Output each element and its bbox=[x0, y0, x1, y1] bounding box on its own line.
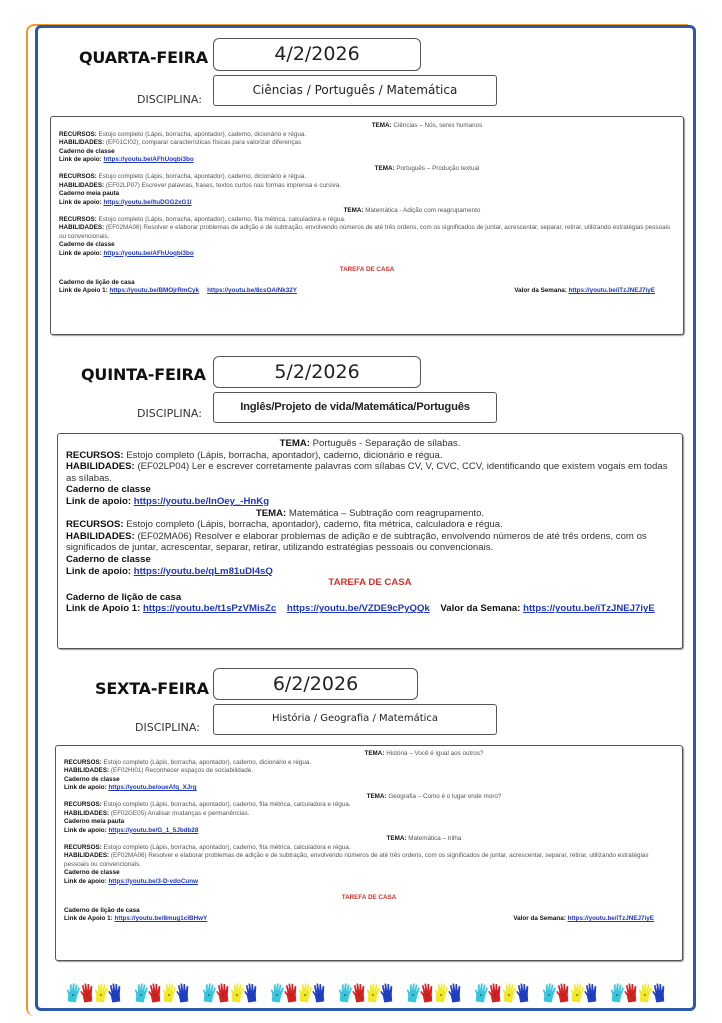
lesson-block bbox=[64, 835, 674, 886]
tarefa-link-1[interactable]: https://youtu.be/BMOjrRmCyk bbox=[109, 287, 200, 294]
tema-text: Ciências – Nós, seres humanos bbox=[393, 122, 483, 129]
tema-text: Geografia – Como é o lugar onde moro? bbox=[388, 792, 502, 800]
hand-group bbox=[202, 983, 258, 1005]
valor-link[interactable]: https://youtu.be/iTzJNEJ7iyE bbox=[523, 603, 655, 615]
recursos-text: Estojo completo (Lápis, borracha, apontador), caderno, dicionário e régua. bbox=[103, 758, 312, 766]
hand-icon bbox=[312, 983, 326, 1003]
hand-icon bbox=[338, 983, 352, 1003]
habilidades-text: (EF02MA06) Resolver e elaborar problemas de adição e de subtração, envolvendo números de até três ordens, com os significados de juntar, acrescentar, separar, retirar, utilizando estratégias pessoais ou convencionais. bbox=[64, 852, 649, 868]
recursos-label: RECURSOS: bbox=[59, 215, 97, 223]
tema-text: História – Você é igual aos outros? bbox=[386, 750, 484, 757]
recursos-text: Estojo completo (Lápis, borracha, apontador), caderno, dicionário e régua. bbox=[98, 173, 307, 180]
lesson-block bbox=[64, 750, 674, 793]
hand-icon bbox=[80, 983, 94, 1003]
date-box-sexta: 6/2/2026 bbox=[213, 668, 418, 700]
tarefa-link-label: Link de Apoio 1: bbox=[66, 603, 141, 615]
hand-group bbox=[66, 983, 122, 1005]
lesson-block bbox=[66, 508, 674, 578]
recursos-line bbox=[59, 131, 675, 140]
hands-decoration bbox=[66, 983, 666, 1005]
recursos-label: RECURSOS: bbox=[66, 449, 124, 461]
hand-icon bbox=[434, 983, 448, 1003]
link-label: Link de apoio: bbox=[66, 495, 132, 507]
disciplina-label-sexta: DISCIPLINA: bbox=[135, 721, 200, 734]
recursos-text: Estojo completo (Lápis, borracha, apontador), caderno, fita métrica, calculadora e régua. bbox=[103, 801, 351, 808]
lesson-block bbox=[59, 207, 675, 258]
tarefa-link-label: Link de Apoio 1: bbox=[64, 915, 113, 922]
support-link[interactable]: https://youtu.be/G_1_5Jbdb28 bbox=[108, 826, 199, 834]
hand-icon bbox=[556, 983, 570, 1003]
caderno-text: Caderno de classe bbox=[59, 241, 115, 248]
hand-icon bbox=[420, 983, 434, 1003]
caderno-text: Caderno de classe bbox=[66, 553, 151, 565]
recursos-label: RECURSOS: bbox=[64, 801, 102, 808]
valor-label: Valor da Semana: bbox=[514, 287, 567, 294]
disciplina-box-quinta: Inglês/Projeto de vida/Matemática/Português bbox=[213, 392, 497, 423]
day-title-quarta: QUARTA-FEIRA bbox=[79, 48, 208, 67]
caderno-text: Caderno de classe bbox=[59, 147, 115, 155]
day-title-sexta: SEXTA-FEIRA bbox=[95, 679, 209, 698]
date-box-quinta: 5/2/2026 bbox=[213, 356, 421, 388]
tema-text: Matemática – trilha bbox=[408, 835, 462, 842]
hand-icon bbox=[216, 983, 230, 1003]
hand-group bbox=[270, 983, 326, 1005]
link-label: Link de apoio: bbox=[64, 826, 107, 834]
hand-icon bbox=[134, 983, 148, 1003]
tema-label: TEMA: bbox=[343, 207, 364, 214]
habilidades-label: HABILIDADES: bbox=[64, 809, 110, 817]
hand-icon bbox=[298, 983, 312, 1003]
habilidades-text: (EF02HI01) Reconhecer espaços de sociabilidade. bbox=[110, 767, 254, 774]
hand-icon bbox=[624, 983, 638, 1003]
date-box-quarta: 4/2/2026 bbox=[213, 38, 421, 71]
tarefa-caderno: Caderno de lição de casa bbox=[66, 591, 182, 603]
tarefa-links-row bbox=[66, 603, 674, 615]
hand-icon bbox=[176, 983, 190, 1003]
recursos-text: Estojo completo (Lápis, borracha, apontador), caderno, dicionário e régua. bbox=[98, 130, 307, 138]
habilidades-label: HABILIDADES: bbox=[64, 852, 110, 859]
hand-icon bbox=[448, 983, 462, 1003]
recursos-label: RECURSOS: bbox=[59, 130, 97, 138]
hand-icon bbox=[162, 983, 176, 1003]
tarefa-title: TAREFA DE CASA bbox=[339, 266, 395, 273]
link-label: Link de apoio: bbox=[66, 565, 132, 577]
support-link[interactable]: https://youtu.be/InOey_-HnKg bbox=[133, 495, 270, 507]
hand-icon bbox=[244, 983, 258, 1003]
lesson-block bbox=[64, 793, 674, 836]
day-title-quinta: QUINTA-FEIRA bbox=[81, 365, 206, 384]
recursos-label: RECURSOS: bbox=[64, 843, 102, 851]
tema-label: TEMA: bbox=[364, 750, 385, 757]
hand-icon bbox=[94, 983, 108, 1003]
habilidades-label: HABILIDADES: bbox=[59, 181, 105, 189]
hand-icon bbox=[366, 983, 380, 1003]
habilidades-label: HABILIDADES: bbox=[59, 224, 105, 231]
hand-icon bbox=[148, 983, 162, 1003]
hand-icon bbox=[502, 983, 516, 1003]
link-label: Link de apoio: bbox=[64, 784, 107, 791]
tarefa-link-1[interactable]: https://youtu.be/8mug1cIBHwY bbox=[114, 915, 208, 922]
tema-text: Português - Separação de sílabas. bbox=[312, 438, 461, 449]
content-box-sexta bbox=[55, 745, 683, 961]
habilidades-label: HABILIDADES: bbox=[66, 530, 135, 542]
habilidades-text: (EF02MA06) Resolver e elaborar problemas de adição e de subtração, envolvendo números de até três ordens, com os significados de juntar, acrescentar, separar, retirar, utilizando estratégias pessoais ou convencionais. bbox=[59, 224, 671, 240]
support-link[interactable]: https://youtu.be/qLm81uDI4sQ bbox=[133, 565, 273, 577]
hand-icon bbox=[652, 983, 666, 1003]
hand-icon bbox=[230, 983, 244, 1003]
tarefa-link-2[interactable]: https://youtu.be/VZDE9cPyQQk bbox=[286, 603, 430, 615]
tema-label: TEMA: bbox=[255, 507, 287, 519]
tarefa-link-2[interactable]: https://youtu.be/8csOAINk32Y bbox=[207, 287, 297, 294]
recursos-label: RECURSOS: bbox=[66, 519, 124, 531]
caderno-text: Caderno meia pauta bbox=[64, 818, 125, 825]
hand-icon bbox=[406, 983, 420, 1003]
habilidades-text: (EF02LP07) Escrever palavras, frases, textos curtos nas formas imprensa e cursiva. bbox=[105, 181, 342, 189]
habilidades-label: HABILIDADES: bbox=[66, 461, 135, 473]
support-link[interactable]: https://youtu.be/AFhUoqbi3bo bbox=[103, 156, 194, 163]
hand-icon bbox=[570, 983, 584, 1003]
valor-link[interactable]: https://youtu.be/iTzJNEJ7iyE bbox=[567, 915, 654, 922]
disciplina-label-quarta: DISCIPLINA: bbox=[137, 93, 202, 106]
support-link[interactable]: https://youtu.be/oueAfq_XJrg bbox=[108, 784, 197, 791]
habilidades-text: (EF02MA06) Resolver e elaborar problemas de adição e de subtração, envolvendo números de até três ordens, com os significados de juntar, acrescentar, separar, retirar, utilizando estratégias pessoais ou convencionais. bbox=[66, 530, 647, 554]
hand-icon bbox=[66, 983, 80, 1003]
habilidades-text: (EF02GE05) Analisar mudanças e permanências. bbox=[110, 809, 250, 817]
tema-label: TEMA: bbox=[279, 438, 310, 449]
hand-icon bbox=[542, 983, 556, 1003]
caderno-text: Caderno de classe bbox=[64, 869, 120, 876]
content-box-quinta bbox=[57, 433, 683, 649]
hand-icon bbox=[488, 983, 502, 1003]
hand-group bbox=[338, 983, 394, 1005]
lesson-block bbox=[59, 122, 675, 165]
lesson-block bbox=[66, 438, 674, 508]
link-label: Link de apoio: bbox=[59, 156, 102, 163]
habilidades-label: HABILIDADES: bbox=[59, 139, 105, 146]
hand-icon bbox=[380, 983, 394, 1003]
support-link[interactable]: https://youtu.be/3-D-vdoCunw bbox=[108, 877, 198, 885]
hand-group bbox=[474, 983, 530, 1005]
hand-group bbox=[406, 983, 462, 1005]
hand-icon bbox=[284, 983, 298, 1003]
tarefa-title: TAREFA DE CASA bbox=[341, 894, 397, 901]
habilidades-text: (EF02LP04) Ler e escrever corretamente palavras com sílabas CV, V, CVC, CCV, identificando que existem vogais em todas as sílabas. bbox=[66, 461, 668, 484]
valor-link[interactable]: https://youtu.be/iTzJNEJ7iyE bbox=[568, 287, 655, 294]
hand-icon bbox=[516, 983, 530, 1003]
tema-label: TEMA: bbox=[386, 835, 407, 842]
hand-icon bbox=[270, 983, 284, 1003]
tarefa-links-row bbox=[59, 287, 675, 296]
valor-label: Valor da Semana: bbox=[513, 915, 566, 922]
support-link[interactable]: https://youtu.be/AFhUoqbi3bo bbox=[103, 249, 194, 257]
link-label: Link de apoio: bbox=[59, 198, 102, 206]
disciplina-box-sexta: História / Geografia / Matemática bbox=[213, 704, 497, 735]
tema-text: Português – Produção textual bbox=[396, 164, 480, 172]
valor-label: Valor da Semana: bbox=[440, 603, 521, 615]
disciplina-label-quinta: DISCIPLINA: bbox=[137, 407, 202, 420]
habilidades-line bbox=[59, 139, 675, 148]
tema-label: TEMA: bbox=[374, 164, 395, 172]
tema-text: Matemática - Adição com reagrupamento bbox=[365, 207, 481, 214]
tema-label: TEMA: bbox=[371, 122, 392, 129]
tarefa-caderno: Caderno de lição de casa bbox=[64, 906, 140, 914]
hand-group bbox=[134, 983, 190, 1005]
tarefa-links-row bbox=[64, 915, 674, 924]
hand-icon bbox=[108, 983, 122, 1003]
content-box-quarta bbox=[50, 116, 684, 335]
hand-icon bbox=[474, 983, 488, 1003]
tema-label: TEMA: bbox=[366, 792, 387, 800]
hand-icon bbox=[638, 983, 652, 1003]
hand-icon bbox=[584, 983, 598, 1003]
disciplina-box-quarta: Ciências / Português / Matemática bbox=[213, 75, 497, 106]
tarefa-title: TAREFA DE CASA bbox=[328, 577, 412, 589]
link-label: Link de apoio: bbox=[64, 877, 107, 885]
tarefa-caderno: Caderno de lição de casa bbox=[59, 278, 135, 286]
caderno-text: Caderno meia pauta bbox=[59, 190, 120, 197]
tema-text: Matemática – Subtração com reagrupamento. bbox=[288, 507, 485, 519]
caderno-text: Caderno de classe bbox=[64, 775, 120, 783]
hand-icon bbox=[352, 983, 366, 1003]
hand-icon bbox=[610, 983, 624, 1003]
hand-group bbox=[542, 983, 598, 1005]
recursos-text: Estojo completo (Lápis, borracha, apontador), caderno, fita métrica, calculadora e régua. bbox=[98, 215, 346, 223]
support-link[interactable]: https://youtu.be/ltuDGG2xG1I bbox=[103, 198, 192, 206]
tarefa-link-1[interactable]: https://youtu.be/t1sPzVMisZc bbox=[142, 603, 277, 615]
hand-group bbox=[610, 983, 666, 1005]
tarefa-link-label: Link de Apoio 1: bbox=[59, 287, 108, 294]
habilidades-text: (EF01CI02), comparar características físicas para valorizar diferenças bbox=[105, 139, 302, 146]
tema-line bbox=[59, 122, 675, 131]
caderno-text: Caderno de classe bbox=[66, 484, 151, 496]
hand-icon bbox=[202, 983, 216, 1003]
recursos-label: RECURSOS: bbox=[59, 173, 97, 180]
recursos-label: RECURSOS: bbox=[64, 758, 102, 766]
habilidades-label: HABILIDADES: bbox=[64, 767, 110, 774]
recursos-text: Estojo completo (Lápis, borracha, apontador), caderno, fita métrica, calculadora e régua. bbox=[126, 519, 503, 531]
recursos-text: Estojo completo (Lápis, borracha, apontador), caderno, dicionário e régua. bbox=[126, 449, 443, 461]
link-label: Link de apoio: bbox=[59, 249, 102, 257]
recursos-text: Estojo completo (Lápis, borracha, apontador), caderno, fita métrica, calculadora e régua. bbox=[103, 843, 351, 851]
lesson-block bbox=[59, 165, 675, 208]
